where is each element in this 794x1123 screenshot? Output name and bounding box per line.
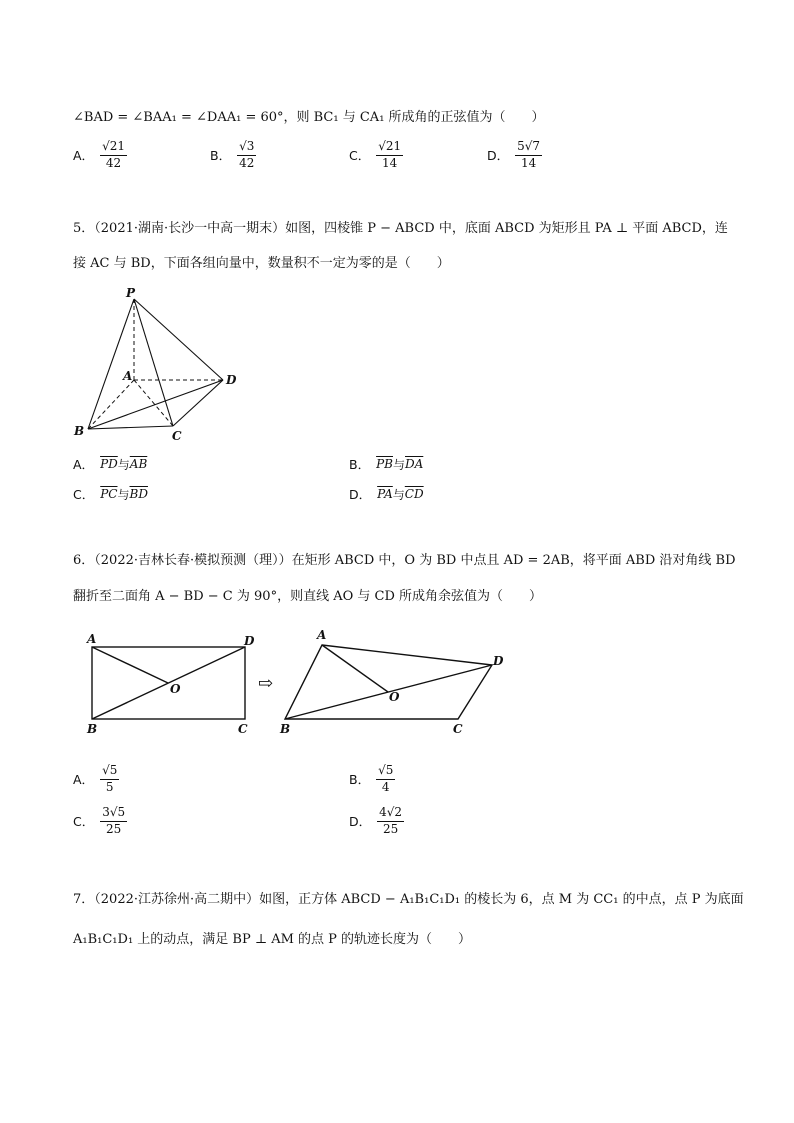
fraction	[515, 140, 542, 171]
q6-option-d[interactable]	[349, 806, 404, 837]
numerator: √3	[237, 140, 256, 156]
vector: $\overline{PD}$	[100, 457, 118, 471]
edge-pc	[134, 299, 173, 426]
option-label: B．	[210, 148, 232, 164]
label-p: P	[126, 286, 136, 300]
option-label: D．	[349, 487, 372, 502]
label-a: A	[87, 632, 97, 646]
vector: $\overline{AB}$	[129, 457, 148, 471]
vector: $\overline{CD}$	[404, 487, 424, 501]
q5-option-c[interactable]	[73, 485, 148, 503]
label-o-folded: O	[389, 690, 400, 704]
numerator: √5	[376, 764, 395, 780]
label-d-folded: D	[493, 654, 504, 668]
label-d: D	[244, 634, 255, 648]
edge-bc	[88, 426, 173, 429]
edge-pd	[134, 299, 223, 380]
vector: $\overline{BD}$	[129, 487, 148, 501]
segment-ao	[92, 647, 168, 683]
q4-option-d[interactable]	[487, 140, 542, 171]
q5-option-a[interactable]	[73, 455, 147, 473]
diagonal-bd	[88, 380, 223, 429]
q4-option-c[interactable]	[349, 140, 403, 171]
numerator: √21	[376, 140, 403, 156]
edge-ab-hidden	[88, 380, 134, 429]
denominator: 4	[381, 779, 390, 794]
numerator: √21	[100, 140, 127, 156]
vector: $\overline{PB}$	[376, 457, 393, 471]
fraction	[100, 806, 127, 837]
q4-option-a[interactable]	[73, 140, 127, 171]
conjunction: 与	[392, 457, 405, 472]
edge-pb	[88, 299, 134, 429]
option-label: D．	[487, 148, 510, 164]
fraction	[100, 140, 127, 171]
q5-stem-line-1: 5．（2021·湖南·长沙一中高一期末）如图，四棱锥 P − ABCD 中，底面 ABCD 为矩形且 PA ⊥ 平面 ABCD，连	[73, 221, 728, 236]
q6-stem-line-1: 6．（2022·吉林长春·模拟预测（理））在矩形 ABCD 中，O 为 BD 中点且 AD = 2AB，将平面 ABD 沿对角线 BD	[73, 553, 736, 568]
fold-arrow-icon: ⇨	[258, 673, 274, 694]
denominator: 25	[382, 821, 399, 836]
conjunction: 与	[117, 487, 130, 502]
option-label: D．	[349, 814, 372, 830]
option-label: A．	[73, 148, 95, 164]
fraction	[100, 764, 119, 795]
option-label: A．	[73, 772, 95, 788]
option-label: C．	[73, 814, 95, 830]
folded-quadrilateral	[285, 645, 492, 719]
diagonal-ac-hidden	[134, 380, 173, 426]
option-label: C．	[73, 487, 95, 502]
option-label: A．	[73, 457, 95, 472]
vector: $\overline{PA}$	[377, 487, 393, 501]
label-b: B	[87, 722, 98, 736]
denominator: 42	[239, 155, 255, 170]
q4-option-b[interactable]	[210, 140, 256, 171]
option-label: B．	[349, 772, 371, 788]
denominator: 25	[106, 821, 122, 836]
q5-option-b[interactable]	[349, 455, 423, 473]
label-d: D	[226, 373, 237, 387]
numerator: 4√2	[377, 806, 404, 822]
denominator: 5	[105, 779, 114, 794]
conjunction: 与	[392, 487, 405, 502]
q5-option-d[interactable]	[349, 485, 424, 503]
conjunction: 与	[117, 457, 130, 472]
label-c: C	[172, 429, 182, 443]
label-b-folded: B	[280, 722, 291, 736]
q6-fold-figure	[80, 625, 520, 740]
denominator: 14	[520, 155, 537, 170]
label-a: A	[123, 369, 133, 383]
q5-pyramid-figure	[68, 285, 243, 445]
denominator: 14	[382, 155, 398, 170]
vector: $\overline{PC}$	[100, 487, 118, 501]
q7-stem-line-2: A₁B₁C₁D₁ 上的动点，满足 BP ⊥ AM 的点 P 的轨迹长度为（ ）	[73, 932, 472, 947]
edge-cd	[173, 380, 223, 426]
label-c: C	[238, 722, 248, 736]
vector: $\overline{DA}$	[405, 457, 424, 471]
fraction	[237, 140, 256, 171]
fraction	[376, 764, 395, 795]
numerator: 3√5	[100, 806, 127, 822]
denominator: 42	[105, 155, 122, 170]
option-label: C．	[349, 148, 371, 164]
q6-option-a[interactable]	[73, 764, 119, 795]
label-o: O	[170, 682, 181, 696]
q6-stem-line-2: 翻折至二面角 A − BD − C 为 90°，则直线 AO 与 CD 所成角余弦值为（ ）	[73, 589, 543, 604]
label-b: B	[74, 424, 85, 438]
fraction	[376, 140, 403, 171]
q5-stem-line-2: 接 AC 与 BD，下面各组向量中，数量积不一定为零的是（ ）	[73, 256, 450, 271]
numerator: 5√7	[515, 140, 542, 156]
fraction	[377, 806, 404, 837]
q4-stem-line: ∠BAD = ∠BAA₁ = ∠DAA₁ = 60°，则 BC₁ 与 CA₁ 所成角的正弦值为（ ）	[73, 110, 545, 125]
q7-stem-line-1: 7．（2022·江苏徐州·高二期中）如图，正方体 ABCD − A₁B₁C₁D₁ 的棱长为 6，点 M 为 CC₁ 的中点，点 P 为底面	[73, 892, 744, 907]
label-a-folded: A	[317, 628, 327, 642]
option-label: B．	[349, 457, 371, 472]
q6-option-b[interactable]	[349, 764, 395, 795]
q6-option-c[interactable]	[73, 806, 127, 837]
label-c-folded: C	[453, 722, 463, 736]
numerator: √5	[100, 764, 119, 780]
